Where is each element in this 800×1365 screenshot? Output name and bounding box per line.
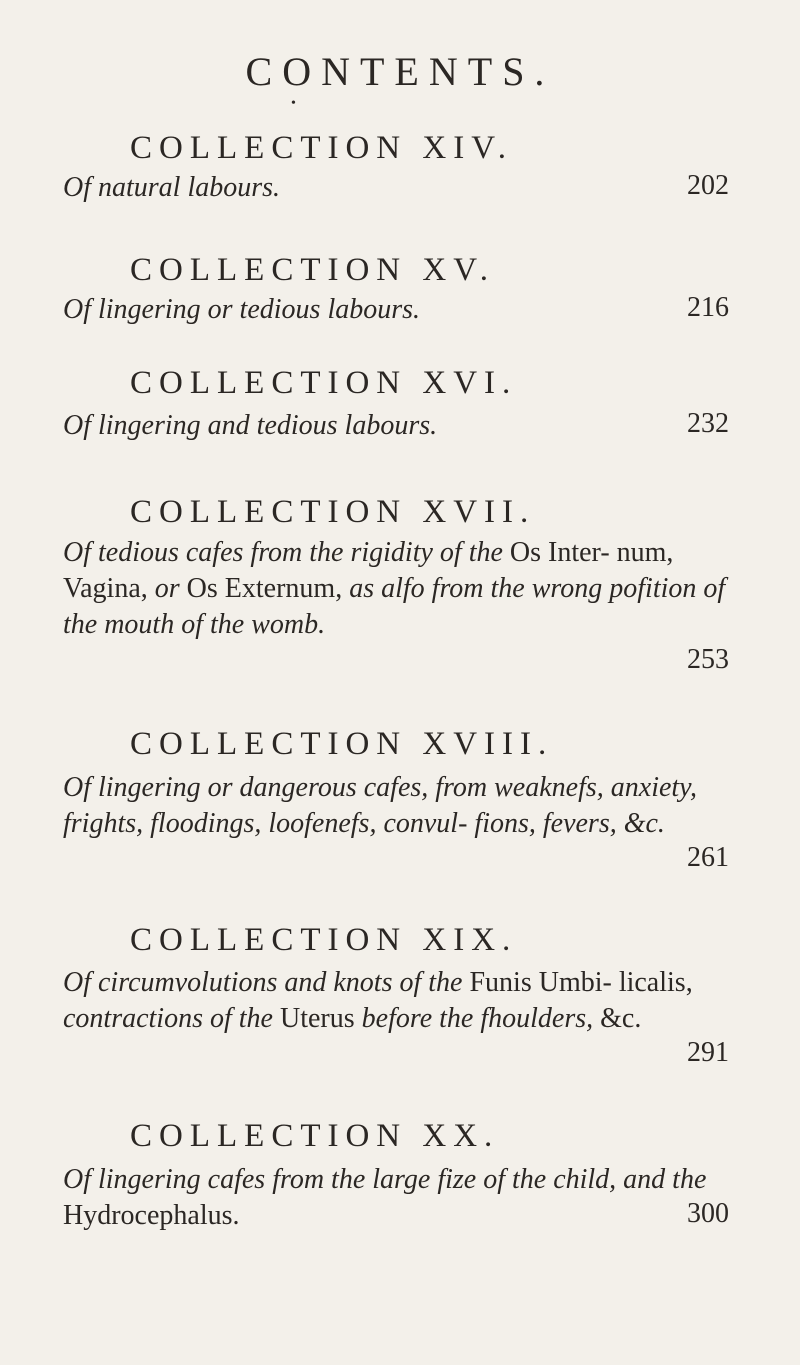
desc-text: Of lingering or dangerous cafes, from weaknefs, anxiety, frights, floodings, loofenefs, convul- fions, fevers, &c.	[63, 772, 698, 839]
collection-desc-xv	[63, 292, 733, 328]
desc-part: Os Inter- num, Vagina,	[63, 537, 674, 604]
page-number-xvi: 232	[687, 408, 729, 439]
desc-part: contractions of the	[63, 1003, 280, 1034]
page-number-xix: 291	[687, 1037, 729, 1068]
desc-part: Of tedious cafes from the rigidity of the	[63, 537, 510, 568]
contents-header: CONTENTS.	[245, 49, 555, 94]
desc-part: as alfo from the wrong pofition of the mouth of the womb.	[63, 573, 726, 640]
desc-part: &c.	[600, 1003, 642, 1034]
desc-part: Hydrocephalus.	[63, 1200, 240, 1231]
collection-heading-xx: COLLECTION XX.	[130, 1118, 500, 1154]
page-number-xvii: 253	[687, 644, 729, 675]
desc-part: Os Externum,	[186, 573, 350, 604]
desc-part: or	[154, 573, 187, 604]
collection-desc-xviii	[63, 770, 733, 842]
collection-desc-xvi	[63, 408, 733, 444]
desc-part: before the fhoulders,	[361, 1003, 601, 1034]
desc-part: Uterus	[279, 1003, 362, 1034]
collection-heading-xvii: COLLECTION XVII.	[130, 494, 536, 530]
collection-heading-xviii: COLLECTION XVIII.	[130, 726, 554, 762]
collection-desc-xix	[63, 965, 733, 1037]
collection-desc-xvii	[63, 535, 733, 685]
desc-part: Of circumvolutions and knots of the	[63, 967, 470, 998]
desc-part: Funis Umbi- licalis,	[469, 967, 693, 998]
collection-heading-xv: COLLECTION XV.	[130, 252, 496, 288]
collection-heading-xvi: COLLECTION XVI.	[130, 365, 518, 401]
desc-text: Of lingering or tedious labours.	[63, 294, 421, 325]
page-number-xx: 300	[687, 1198, 729, 1229]
collection-desc-xx	[63, 1162, 733, 1234]
collection-desc-xiv	[63, 170, 733, 206]
collection-heading-xix: COLLECTION XIX.	[130, 922, 518, 958]
collection-heading-xiv: COLLECTION XIV.	[130, 130, 514, 166]
desc-part: Of lingering cafes from the large fize of the child, and the	[63, 1164, 707, 1195]
page-number-xiv: 202	[687, 170, 729, 201]
ornament-dot: •	[291, 96, 296, 111]
page-number-xv: 216	[687, 292, 729, 323]
desc-text: Of lingering and tedious labours.	[63, 410, 438, 441]
page-number-xviii: 261	[687, 842, 729, 873]
desc-text: Of natural labours.	[63, 172, 281, 203]
